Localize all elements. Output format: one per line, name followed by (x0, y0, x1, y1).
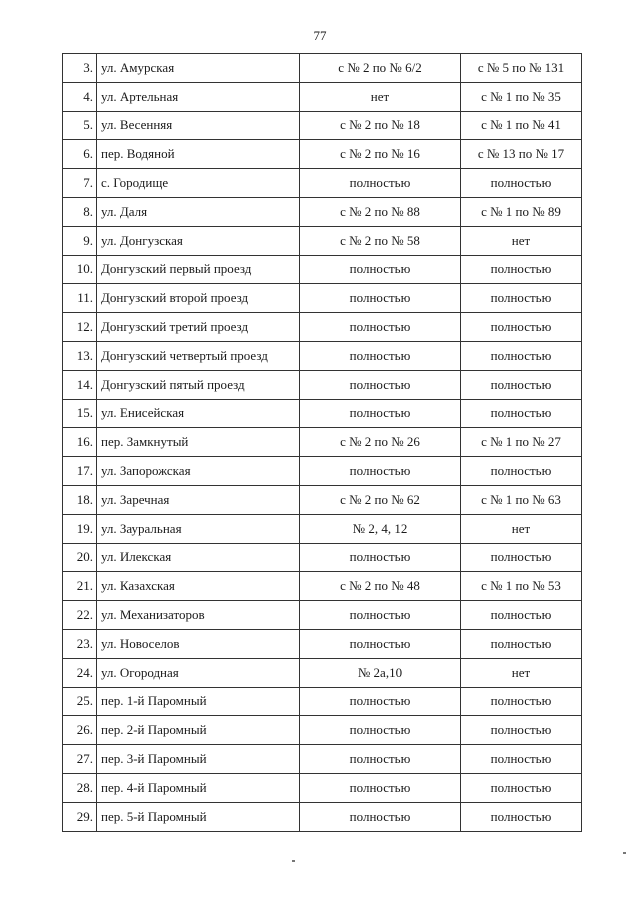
table-row (63, 572, 582, 601)
even-side-range: с № 2 по № 18 (300, 111, 461, 140)
table-row (63, 543, 582, 572)
street-name: Донгузский второй проезд (97, 284, 300, 313)
odd-side-range: нет (461, 226, 582, 255)
page-number: 77 (313, 28, 327, 43)
odd-side-range: полностью (461, 399, 582, 428)
street-name: Донгузский пятый проезд (97, 370, 300, 399)
table-row (63, 255, 582, 284)
even-side-range: полностью (300, 601, 461, 630)
table-row (63, 773, 582, 802)
table-row (63, 514, 582, 543)
row-number: 28. (63, 773, 97, 802)
street-name: ул. Амурская (97, 54, 300, 83)
table-row (63, 313, 582, 342)
table-row (63, 658, 582, 687)
odd-side-range: с № 1 по № 27 (461, 428, 582, 457)
odd-side-range: с № 1 по № 41 (461, 111, 582, 140)
street-name: пер. 2-й Паромный (97, 716, 300, 745)
odd-side-range: с № 1 по № 89 (461, 197, 582, 226)
row-number: 9. (63, 226, 97, 255)
table-row (63, 54, 582, 83)
street-name: ул. Даля (97, 197, 300, 226)
even-side-range: № 2а,10 (300, 658, 461, 687)
even-side-range: полностью (300, 284, 461, 313)
even-side-range: с № 2 по № 62 (300, 485, 461, 514)
odd-side-range: с № 1 по № 53 (461, 572, 582, 601)
even-side-range: полностью (300, 313, 461, 342)
street-name: ул. Новоселов (97, 629, 300, 658)
row-number: 5. (63, 111, 97, 140)
table-row (63, 601, 582, 630)
row-number: 7. (63, 169, 97, 198)
odd-side-range: с № 13 по № 17 (461, 140, 582, 169)
table-row (63, 284, 582, 313)
odd-side-range: полностью (461, 773, 582, 802)
streets-table (62, 53, 582, 832)
odd-side-range: нет (461, 514, 582, 543)
street-name: ул. Огородная (97, 658, 300, 687)
streets-table-body (63, 54, 582, 832)
street-name: пер. Замкнутый (97, 428, 300, 457)
street-name: с. Городище (97, 169, 300, 198)
odd-side-range: полностью (461, 169, 582, 198)
table-row (63, 457, 582, 486)
table-row (63, 82, 582, 111)
row-number: 12. (63, 313, 97, 342)
row-number: 18. (63, 485, 97, 514)
table-row (63, 197, 582, 226)
row-number: 29. (63, 802, 97, 831)
odd-side-range: полностью (461, 341, 582, 370)
odd-side-range: с № 1 по № 63 (461, 485, 582, 514)
street-name: пер. 4-й Паромный (97, 773, 300, 802)
even-side-range: с № 2 по № 48 (300, 572, 461, 601)
row-number: 25. (63, 687, 97, 716)
street-name: ул. Запорожская (97, 457, 300, 486)
odd-side-range: нет (461, 658, 582, 687)
street-name: ул. Заречная (97, 485, 300, 514)
table-row (63, 687, 582, 716)
even-side-range: с № 2 по № 88 (300, 197, 461, 226)
row-number: 21. (63, 572, 97, 601)
street-name: ул. Артельная (97, 82, 300, 111)
even-side-range: с № 2 по № 58 (300, 226, 461, 255)
odd-side-range: полностью (461, 601, 582, 630)
even-side-range: полностью (300, 370, 461, 399)
street-name: ул. Казахская (97, 572, 300, 601)
table-row (63, 428, 582, 457)
street-name: Донгузский третий проезд (97, 313, 300, 342)
even-side-range: полностью (300, 169, 461, 198)
table-row (63, 111, 582, 140)
row-number: 22. (63, 601, 97, 630)
row-number: 13. (63, 341, 97, 370)
table-row (63, 629, 582, 658)
row-number: 24. (63, 658, 97, 687)
odd-side-range: полностью (461, 745, 582, 774)
row-number: 6. (63, 140, 97, 169)
row-number: 8. (63, 197, 97, 226)
even-side-range: полностью (300, 716, 461, 745)
table-row (63, 802, 582, 831)
street-name: ул. Весенняя (97, 111, 300, 140)
odd-side-range: полностью (461, 629, 582, 658)
even-side-range: полностью (300, 802, 461, 831)
even-side-range: нет (300, 82, 461, 111)
even-side-range: полностью (300, 255, 461, 284)
row-number: 14. (63, 370, 97, 399)
scan-dust-mark (623, 852, 626, 854)
even-side-range: полностью (300, 773, 461, 802)
odd-side-range: полностью (461, 716, 582, 745)
table-row (63, 226, 582, 255)
even-side-range: полностью (300, 399, 461, 428)
even-side-range: с № 2 по № 6/2 (300, 54, 461, 83)
even-side-range: полностью (300, 745, 461, 774)
odd-side-range: полностью (461, 284, 582, 313)
street-name: Донгузский четвертый проезд (97, 341, 300, 370)
scan-dust-mark (292, 860, 295, 862)
row-number: 23. (63, 629, 97, 658)
odd-side-range: с № 1 по № 35 (461, 82, 582, 111)
row-number: 20. (63, 543, 97, 572)
even-side-range: с № 2 по № 16 (300, 140, 461, 169)
street-name: пер. 3-й Паромный (97, 745, 300, 774)
odd-side-range: полностью (461, 543, 582, 572)
street-name: ул. Зауральная (97, 514, 300, 543)
even-side-range: полностью (300, 687, 461, 716)
odd-side-range: с № 5 по № 131 (461, 54, 582, 83)
row-number: 26. (63, 716, 97, 745)
odd-side-range: полностью (461, 370, 582, 399)
row-number: 19. (63, 514, 97, 543)
table-row (63, 140, 582, 169)
even-side-range: полностью (300, 341, 461, 370)
even-side-range: № 2, 4, 12 (300, 514, 461, 543)
street-name: ул. Механизаторов (97, 601, 300, 630)
table-row (63, 716, 582, 745)
row-number: 27. (63, 745, 97, 774)
street-name: ул. Илекская (97, 543, 300, 572)
street-name: пер. 1-й Паромный (97, 687, 300, 716)
table-row (63, 341, 582, 370)
odd-side-range: полностью (461, 802, 582, 831)
street-name: ул. Донгузская (97, 226, 300, 255)
table-row (63, 399, 582, 428)
row-number: 3. (63, 54, 97, 83)
odd-side-range: полностью (461, 313, 582, 342)
street-name: Донгузский первый проезд (97, 255, 300, 284)
even-side-range: полностью (300, 457, 461, 486)
row-number: 4. (63, 82, 97, 111)
row-number: 10. (63, 255, 97, 284)
even-side-range: полностью (300, 629, 461, 658)
row-number: 17. (63, 457, 97, 486)
street-name: пер. Водяной (97, 140, 300, 169)
table-row (63, 485, 582, 514)
even-side-range: полностью (300, 543, 461, 572)
row-number: 16. (63, 428, 97, 457)
even-side-range: с № 2 по № 26 (300, 428, 461, 457)
odd-side-range: полностью (461, 255, 582, 284)
table-row (63, 745, 582, 774)
row-number: 11. (63, 284, 97, 313)
row-number: 15. (63, 399, 97, 428)
odd-side-range: полностью (461, 687, 582, 716)
street-name: пер. 5-й Паромный (97, 802, 300, 831)
odd-side-range: полностью (461, 457, 582, 486)
street-name: ул. Енисейская (97, 399, 300, 428)
table-row (63, 370, 582, 399)
table-row (63, 169, 582, 198)
